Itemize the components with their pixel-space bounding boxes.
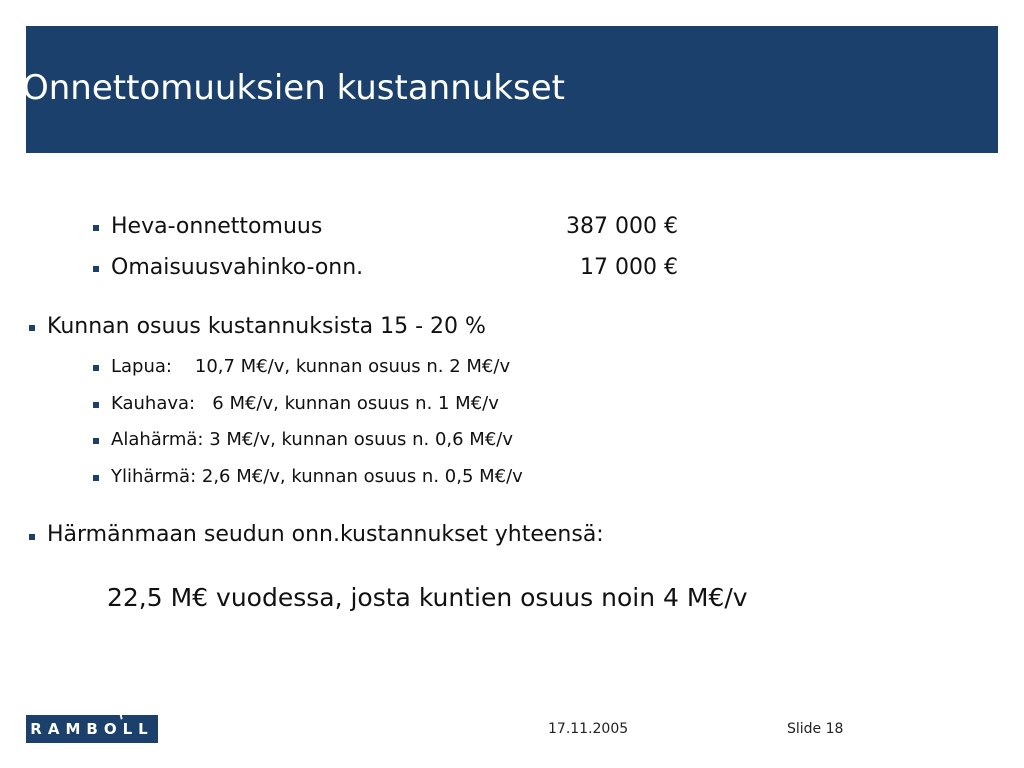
highlight-summary: 22,5 M€ vuodessa, josta kuntien osuus noin 4 M€/v (107, 583, 748, 612)
bullet-icon (93, 402, 99, 408)
bullet-icon (93, 475, 99, 481)
ramboll-logo: RAMBOLL (26, 715, 158, 743)
bullet-icon (29, 325, 35, 331)
cost-item-label: Omaisuusvahinko-onn. (111, 255, 364, 280)
logo-hook-icon (112, 710, 122, 720)
bullet-icon (93, 438, 99, 444)
slide-title: Onnettomuuksien kustannukset (22, 68, 565, 108)
cost-item-label: Heva-onnettomuus (111, 214, 323, 239)
footer-date: 17.11.2005 (548, 721, 629, 737)
municipality-item: Ylihärmä: 2,6 M€/v, kunnan osuus n. 0,5 M€/v (111, 466, 523, 487)
footer-slide-number: Slide 18 (787, 721, 844, 737)
municipality-item: Lapua: 10,7 M€/v, kunnan osuus n. 2 M€/v (111, 356, 511, 377)
municipal-share-heading: Kunnan osuus kustannuksista 15 - 20 % (47, 314, 486, 339)
municipality-item: Alahärmä: 3 M€/v, kunnan osuus n. 0,6 M€/v (111, 429, 513, 450)
bullet-icon (29, 534, 35, 540)
municipality-item: Kauhava: 6 M€/v, kunnan osuus n. 1 M€/v (111, 393, 499, 414)
bullet-icon (93, 365, 99, 371)
cost-item-amount: 387 000 € (566, 214, 678, 239)
region-total-heading: Härmänmaan seudun onn.kustannukset yhteensä: (47, 522, 604, 547)
bullet-icon (93, 266, 99, 272)
bullet-icon (93, 225, 99, 231)
cost-item-amount: 17 000 € (580, 255, 678, 280)
